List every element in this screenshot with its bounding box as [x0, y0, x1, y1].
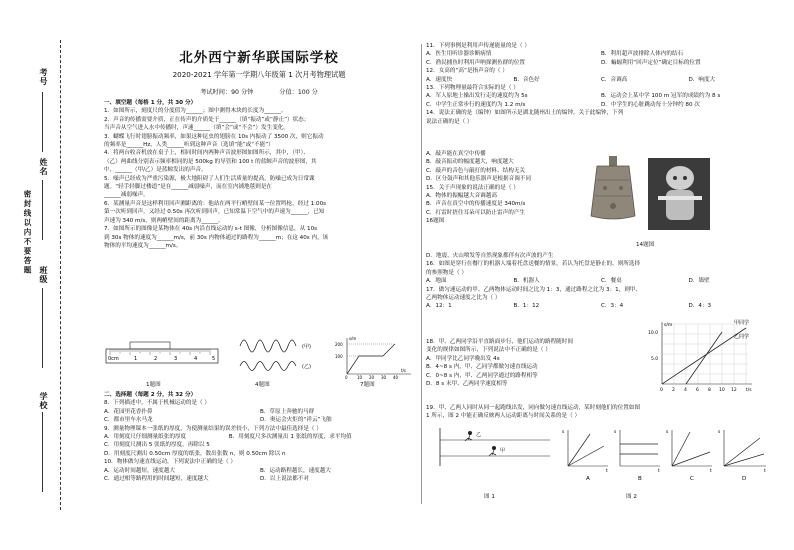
section-2-heading: 二、选择题（每题 2 分，共 32 分）	[104, 392, 197, 398]
exam-score: 分值：100 分	[279, 89, 318, 96]
q16-option-d: D．墙壁	[688, 278, 710, 285]
fig7-caption: 7题图	[360, 382, 375, 388]
ruler-tick-2: 2	[154, 356, 158, 362]
st-graph-q7	[335, 336, 415, 380]
q11-option-b: B．利用超声波排除人体内的结石	[601, 51, 684, 58]
school-line	[42, 412, 43, 492]
q19-figure2	[560, 424, 772, 482]
q7-line2: 到 30s 物体的速度为______m/s，前 30s 内物体通过的路程为______m；在这 40s 内，该	[104, 234, 329, 241]
right-column-top	[426, 42, 776, 126]
q17-line1: 17．做匀速运动的甲、乙两物体运动时间之比为 1：3，通过路程之比为 3：1，则甲、	[426, 286, 642, 293]
name-label: 姓名	[39, 158, 48, 176]
graph-a-line-1	[568, 434, 590, 466]
robot-eye-left	[673, 176, 677, 180]
q10-options-row2	[104, 475, 416, 483]
exam-time: 考试时间：90 分钟	[200, 89, 254, 96]
q12: 12．女高的“高”是指声音的（ ）	[426, 68, 508, 75]
q18-x-12: 12	[731, 388, 737, 393]
graph-c-t-label: t	[710, 469, 712, 474]
q16-figure-label: 16题图	[426, 218, 445, 225]
school-label: 学校	[39, 392, 48, 410]
q15-option-a: A．物体的振幅越大音调越高	[426, 193, 497, 200]
q12-option-d: D．响度大	[688, 76, 716, 83]
q13-options-row1	[426, 92, 776, 100]
q9-option-b: B．用刻度尺多次测量出 1 张纸的厚度，求平均值	[228, 434, 352, 441]
wave-label-jia: (甲)	[302, 344, 311, 350]
wave-yi	[240, 362, 296, 371]
q17-options	[426, 302, 776, 310]
q16-line2: 的参照物是（ ）	[426, 269, 467, 276]
q3-line1: 3．蝴蝶飞行时翅膀振动频率，如果这种昆虫的翅膀在 10s 内振动了 3500 次，则它振动	[104, 133, 324, 140]
q8-option-a: A．花园里花香扑鼻	[104, 408, 153, 415]
fill-in-section	[104, 99, 416, 250]
q13: 13．下列物理量最符合实际的是（ ）	[426, 85, 519, 92]
q7-x-20: 20	[369, 375, 375, 380]
q8-option-b: B．草原上奔驰的马群	[260, 408, 315, 415]
bell-boss-3	[610, 203, 616, 209]
q11-option-d: D．蝙蝠利用“回声定位”确定目标的位置	[601, 59, 701, 66]
q13-option-a: A．军人原地上操出发行走的速度约为 5s	[426, 93, 528, 100]
q18-x-10: 10	[719, 388, 725, 393]
q10-option-d: D．以上说法都不对	[260, 476, 310, 483]
q4-line2: （乙）两曲线分别表示频率相同的是 500kg 的导管和 100 t 的蓝鲸声音的波形图，其	[104, 158, 317, 165]
ruler-figure	[104, 340, 220, 372]
class-line	[42, 288, 43, 368]
binding-strip	[8, 40, 66, 510]
q15-option-b: B．声音在真空中的传播速度是 340m/s	[426, 201, 526, 208]
q17-option-a: A．12：1	[426, 303, 452, 310]
runner-jia-head	[492, 446, 496, 450]
graph-d-s-label: s	[718, 430, 721, 435]
q9: 9．测量物理课本一张纸的厚度，为使测量结果的误差较小，下列方法中最佳选择是（ ）	[104, 425, 322, 432]
seal-dash-line	[60, 40, 61, 510]
q13-options-row2	[426, 101, 776, 109]
q8-option-d: D．奥运会火炬的“祥云”飞舶	[260, 417, 332, 424]
q14-figure-caption: 14题图	[636, 242, 655, 248]
q13-option-b: B．运动会上某中学 100 m 冠军的成绩约为 8 s	[601, 93, 721, 100]
q10-option-b: B．运动路程越长，速度越大	[260, 467, 331, 474]
robot-head	[666, 166, 694, 190]
q11-options-row1	[426, 50, 776, 58]
q19-line2: 1 所示，图 2 中能正确反映两人运动距离与时间关系的是（ ）	[426, 413, 581, 420]
ruler-tick-4: 4	[194, 356, 198, 362]
q5-line1: 5．噪声已经成为严重污染源，极大地阻碍了人们生活质量的提高，防噪已成为日常课	[104, 175, 315, 182]
q7-y-100: 100	[335, 354, 343, 359]
q7-line1: 7．如图所示的图像是某物体在 40s 内沿直线运动的 s-t 图像，分析图像信息，从 10s	[104, 226, 318, 233]
q18-graph	[648, 318, 768, 398]
q19-graph-b	[614, 430, 660, 482]
graph-d-t-label: t	[764, 469, 766, 474]
graph-d-line-1	[724, 438, 760, 466]
q19-figure1	[430, 424, 552, 470]
q6-line2: 第一次听到回声，又经过 0.50s 再次听到回声，已知常温下空气中的声速为______，已知	[104, 209, 325, 216]
q7-x-unit: t/s	[401, 368, 406, 373]
q16-option-b: B．机器人	[513, 278, 540, 285]
q7-y-unit: s/m	[349, 336, 357, 341]
bell-handle	[609, 156, 617, 166]
q10-options-row1	[104, 467, 416, 475]
q4-line3: 中，______（甲/乙）是蓝鲸发出的声音。	[104, 167, 207, 174]
q14-line2: 说法正确的是（ ）	[426, 118, 473, 125]
q5-line3: ______减弱噪声。	[104, 192, 149, 199]
q18-legend-jia: 甲同学	[734, 320, 750, 326]
q12-options	[426, 76, 776, 84]
q19-graph-d	[718, 430, 766, 482]
q18-option-b: B．4~8 s 内，甲、乙同学都做匀速直线运动	[426, 364, 538, 371]
robot-eye-right	[683, 176, 687, 180]
choice-section	[104, 391, 416, 483]
exam-no-label: 考号	[39, 68, 48, 86]
q6-line3: 声速为 340 m/s，则两峭壁间的距离为______。	[104, 217, 224, 224]
wood-block	[130, 342, 170, 349]
wave-figure	[238, 338, 318, 374]
q2-line1: 2．声音的传播需要介质，正在传声的介质处于______（填“振动”或“静止”）状态；	[104, 116, 310, 123]
seal-warning: 密封线以内不要答题	[23, 190, 32, 276]
q18-legend-yi: 乙同学	[734, 334, 750, 340]
q13-option-d: D．中学生的心脏跳动每十分钟约 80 次	[601, 101, 700, 108]
q9-option-d: D．用刻度尺测出 0.50cm 厚度的纸张，数出张数 n，则 0.50cm 除以 n	[104, 450, 286, 457]
q19-fig1-caption: 图 1	[484, 494, 495, 500]
runner-yi-head	[468, 431, 472, 435]
robot-image	[648, 158, 710, 230]
q9-option-c: C．用刻度尺测出 5 张纸的厚度，再除以 5	[104, 442, 210, 449]
graph-a-s-label: s	[562, 430, 565, 435]
q12-option-a: A．速度快	[426, 76, 453, 83]
wave-label-yi: (乙)	[302, 364, 311, 370]
q18-block	[426, 338, 646, 388]
robot-body	[666, 190, 694, 220]
graph-d-line-2	[724, 454, 764, 466]
q7-y-200: 200	[335, 342, 343, 347]
q18-option-a: A．甲同学比乙同学晚出发 4s	[426, 355, 500, 362]
q15-option-c: C．打雷时捂住耳朵可以防止雷声的产生	[426, 209, 526, 216]
q2-line2: 当声音从空气进入水中传播时，声速______（填“会”或“不会”）发生变化。	[104, 125, 289, 132]
q9-options-row1	[104, 433, 416, 441]
q15: 15．关于声现象的说法正确的是（ ）	[426, 184, 519, 191]
q15-option-d: D．地震、火山喷发等自然现象都伴有次声波的产生	[426, 253, 554, 259]
q10: 10．物体做匀速直线运动，下列说法中正确的是（ ）	[104, 459, 236, 466]
ruler-tick-5: 5	[212, 356, 216, 362]
q4-line1: 4．将两台收音机放在桌子上，相同时间内两种声音波形图如图所示，其中，（甲）、	[104, 150, 309, 157]
q18-x-4: 4	[684, 388, 687, 393]
graph-c-line-2	[672, 452, 710, 466]
exam-subtitle: 2020-2021 学年第一学期八年级第 1 次月考物理试题	[172, 70, 346, 79]
graph-c-letter: C	[690, 476, 694, 482]
q18-option-d: D．8 s 末甲、乙两同学速度相等	[426, 381, 508, 388]
q7-st-line	[347, 344, 395, 374]
q9-option-a: A．用刻度尺仔细测量纸张的厚度	[104, 434, 187, 441]
runner-yi-label: 乙	[476, 432, 482, 438]
q14-option-a: A．敲声能在真空中传播	[426, 151, 486, 157]
q12-option-c: C．音调高	[601, 76, 628, 83]
q18-line-jia	[686, 332, 722, 384]
q18-line2: 变化的规律如图所示，下列说法中不正确的是（ ）	[426, 347, 551, 354]
graph-b-letter: B	[638, 476, 642, 482]
bell-boss-2	[619, 186, 623, 190]
q18-line1: 18．甲、乙两同学沿平直路面步行，他们运动的路程随时间	[426, 339, 573, 345]
q7-x-40: 40	[393, 375, 399, 380]
robot-tray	[658, 196, 702, 200]
graph-b-s-label: s	[614, 430, 617, 435]
q3-line2: 的频率是______Hz，人类______听到这种声音（选填“能”或“不能”）	[104, 142, 274, 149]
q1: 1．如图所示，刻度尺的分度值为______；图中测得木块的长度为______。	[104, 108, 287, 115]
q18-y-5: 5.0	[651, 357, 659, 362]
q19-graph-c	[666, 430, 712, 482]
graph-c-s-label: s	[666, 430, 669, 435]
q16-options	[426, 277, 776, 285]
q16-option-a: A．地面	[426, 278, 447, 285]
q7-x-30: 30	[381, 375, 387, 380]
q18-x-6: 6	[696, 388, 699, 393]
q14-option-d: D．区分鼓声和其他乐器声是根据音调不同	[426, 176, 531, 183]
q7-x-0: 0	[345, 375, 348, 380]
graph-c-line-1	[672, 432, 690, 466]
q12-option-b: B．音色好	[513, 76, 540, 83]
q18-y-unit: s/m	[664, 323, 673, 328]
section-1-heading: 一、填空题（每格 1 分，共 30 分）	[104, 100, 197, 106]
q16-option-c: C．餐桌	[601, 278, 622, 285]
q11: 11．下列事例是利用声传递能量的是（ ）	[426, 43, 530, 49]
q10-option-c: C．通过相等路程用的时间越短，速度越大	[104, 476, 209, 483]
q19-fig2-caption: 图 2	[626, 494, 637, 500]
q17-option-c: C．3：4	[601, 303, 624, 310]
q18-x-2: 2	[672, 388, 675, 393]
fig1-caption: 1题图	[146, 382, 161, 388]
name-line	[42, 180, 43, 240]
bell-body	[591, 166, 635, 219]
ruler-tick-3: 3	[174, 356, 178, 362]
q7-line3: 物体的平均速度为______m/s。	[104, 242, 182, 249]
exam-info	[104, 87, 414, 96]
class-label: 班级	[39, 266, 48, 284]
q8-options-row2	[104, 416, 416, 424]
bell-boss-1	[603, 186, 607, 190]
wave-jia	[240, 340, 296, 352]
q13-option-c: C．中学生正常步行的速度约为 1.2 m/s	[426, 101, 526, 108]
q19-line1: 19．甲、乙两人同时从同一起跑线出发，同向做匀速直线运动，某时刻他们的位置如图	[426, 405, 641, 411]
runner-jia-label: 甲	[500, 448, 506, 454]
graph-a-letter: A	[586, 476, 590, 482]
q17-option-b: B．1：12	[513, 303, 540, 310]
graph-a-t-label: t	[606, 469, 608, 474]
q18-x-0: 0	[660, 388, 663, 393]
q18-option-c: C．0~8 s 内，甲、乙两同学通过的路程相等	[426, 372, 538, 379]
q8-option-c: C．都市里车水马龙	[104, 417, 153, 424]
q11-options-row2	[426, 59, 776, 67]
q14-line1: 14．说法正确的是（编钟）如图所示是湖北随州出土的编钟，关于此编钟，下列	[426, 110, 624, 117]
q14-option-b: B．敲音振动的幅度越大，响度越大	[426, 159, 514, 166]
fig4-caption: 4题图	[255, 382, 270, 388]
runner-jia-body	[489, 450, 496, 456]
ruler-tick-1: 1	[134, 356, 138, 362]
ruler-unit: 0cm	[108, 356, 119, 362]
column-divider	[421, 44, 422, 504]
q16-line1: 16．如图是穿行在餐厅的机器人端着托盘送餐的情景。若认为托盘是静止的，则所选择	[426, 261, 641, 268]
graph-a-line-2	[568, 446, 604, 466]
q14-option-c: C．敲声的音色与敲打的材料、结构无关	[426, 167, 526, 174]
exam-no-line	[42, 92, 43, 152]
q14-15-options	[426, 150, 586, 226]
graph-d-letter: D	[742, 476, 747, 482]
q11-option-c: C．渔民捕鱼时利用声呐探测鱼群的位置	[426, 59, 526, 66]
q19-block	[426, 404, 776, 421]
school-title: 北外西宁新华联国际学校	[179, 50, 339, 66]
q17-option-d: D．4：3	[688, 303, 712, 310]
q18-x-unit: t/s	[746, 388, 752, 393]
q8: 8．下列描述中，不属于机械运动的是（ ）	[104, 400, 211, 407]
q8-options-row1	[104, 408, 416, 416]
q17-line2: 乙两物体运动速度之比为（ ）	[426, 295, 501, 302]
q6-line1: 6．某测量声音是这样利用回声测距离的：他站在两平行峭壁间某一位置鸣枪，经过 1.00s	[104, 200, 327, 207]
q10-option-a: A．运动时间越短，速度越大	[104, 467, 175, 474]
q18-y-10: 10.0	[648, 331, 659, 336]
q5-line2: 题。“轻手轻脚过楼道”是在______减弱噪声，而在室内铺地毯则是在	[104, 184, 273, 191]
bell-image	[585, 150, 641, 230]
q18-x-8: 8	[708, 388, 711, 393]
q7-x-10: 10	[357, 375, 363, 380]
right-column-middle	[426, 252, 776, 311]
graph-b-t-label: t	[658, 469, 660, 474]
q11-option-a: A．医生用听诊器诊断病情	[426, 51, 492, 58]
q19-graph-a	[562, 430, 608, 482]
